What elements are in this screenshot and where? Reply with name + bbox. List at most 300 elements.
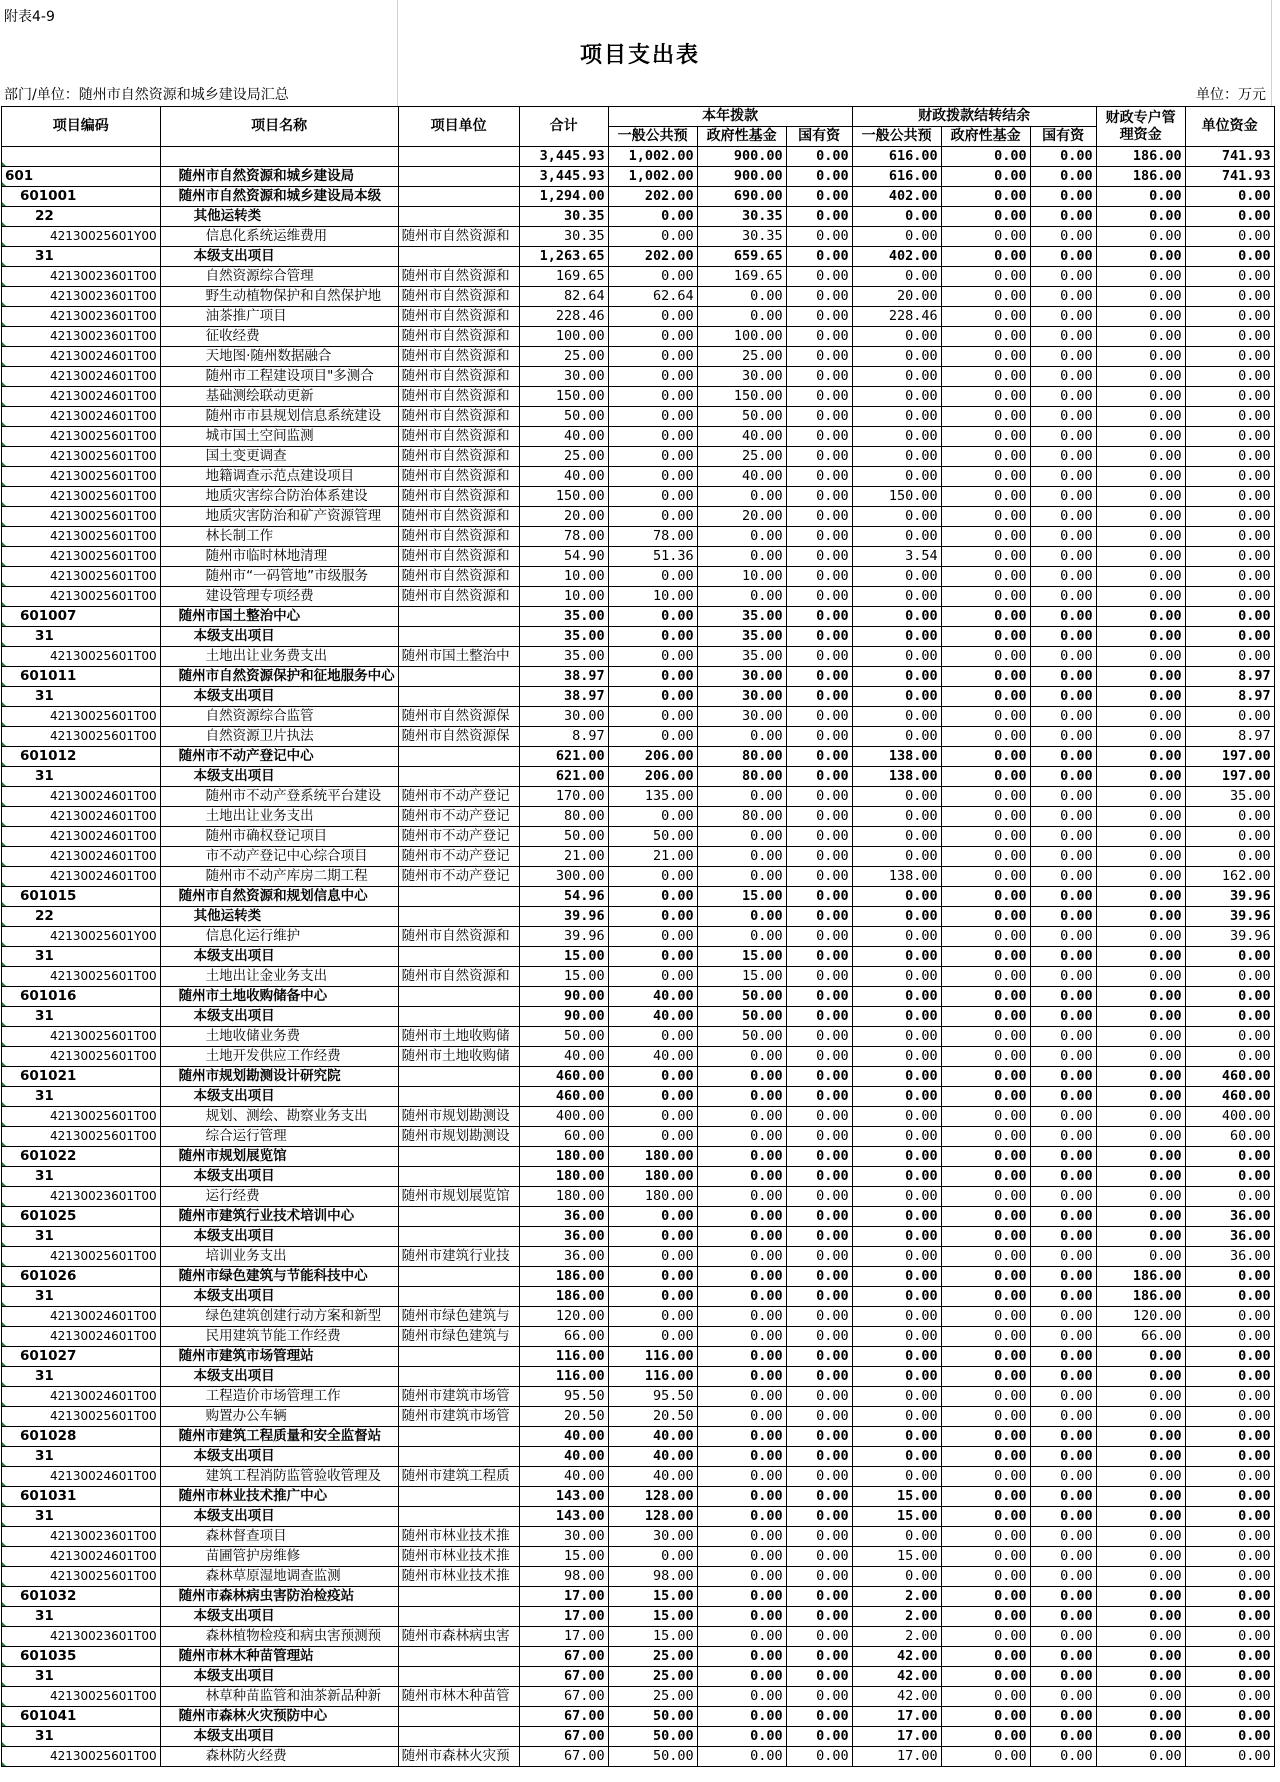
cell-amount[interactable]: 0.00 (786, 727, 852, 747)
cell-amount[interactable]: 0.00 (1030, 1687, 1096, 1707)
cell-amount[interactable]: 0.00 (941, 1527, 1030, 1547)
cell-amount[interactable]: 20.00 (697, 507, 786, 527)
cell-amount[interactable]: 0.00 (786, 307, 852, 327)
cell-amount[interactable]: 0.00 (786, 807, 852, 827)
cell-amount[interactable]: 0.00 (852, 1467, 941, 1487)
cell-amount[interactable]: 0.00 (1185, 1707, 1274, 1727)
cell-amount[interactable]: 42.00 (852, 1647, 941, 1667)
cell-project-name[interactable]: 本级支出项目 (160, 1227, 398, 1247)
cell-amount[interactable]: 0.00 (852, 927, 941, 947)
cell-amount[interactable]: 0.00 (941, 1027, 1030, 1047)
cell-amount[interactable]: 50.00 (697, 1007, 786, 1027)
cell-project-unit[interactable] (398, 1707, 519, 1727)
cell-amount[interactable]: 0.00 (1030, 1407, 1096, 1427)
cell-amount[interactable]: 0.00 (1096, 367, 1185, 387)
cell-amount[interactable]: 0.00 (786, 1047, 852, 1067)
cell-amount[interactable]: 0.00 (1185, 947, 1274, 967)
cell-amount[interactable]: 40.00 (697, 427, 786, 447)
cell-amount[interactable]: 0.00 (786, 207, 852, 227)
cell-amount[interactable]: 0.00 (1096, 927, 1185, 947)
cell-amount[interactable]: 8.97 (1185, 727, 1274, 747)
cell-amount[interactable]: 0.00 (852, 1107, 941, 1127)
cell-amount[interactable]: 0.00 (1096, 747, 1185, 767)
cell-project-unit[interactable]: 随州市不动产登记 (398, 827, 519, 847)
cell-amount[interactable]: 0.00 (852, 1527, 941, 1547)
cell-amount[interactable]: 0.00 (1096, 1027, 1185, 1047)
cell-project-unit[interactable]: 随州市自然资源和 (398, 967, 519, 987)
cell-amount[interactable]: 0.00 (941, 187, 1030, 207)
cell-amount[interactable]: 0.00 (1030, 307, 1096, 327)
cell-amount[interactable]: 0.00 (1030, 787, 1096, 807)
cell-project-code[interactable]: 42130023601T00 (2, 1187, 161, 1207)
cell-amount[interactable]: 0.00 (1096, 187, 1185, 207)
cell-amount[interactable]: 40.00 (608, 1047, 697, 1067)
cell-amount[interactable]: 0.00 (608, 927, 697, 947)
cell-amount[interactable]: 15.00 (519, 947, 608, 967)
cell-project-name[interactable]: 自然资源综合监管 (160, 707, 398, 727)
cell-project-unit[interactable]: 随州市自然资源和 (398, 567, 519, 587)
cell-amount[interactable]: 30.00 (697, 687, 786, 707)
cell-project-code[interactable]: 601011 (2, 667, 161, 687)
cell-amount[interactable]: 0.00 (608, 1087, 697, 1107)
cell-project-name[interactable]: 地质灾害防治和矿产资源管理 (160, 507, 398, 527)
cell-project-name[interactable]: 林长制工作 (160, 527, 398, 547)
cell-amount[interactable]: 0.00 (608, 967, 697, 987)
cell-project-name[interactable]: 国土变更调查 (160, 447, 398, 467)
cell-amount[interactable]: 0.00 (1096, 907, 1185, 927)
cell-amount[interactable]: 0.00 (786, 267, 852, 287)
cell-project-name[interactable]: 民用建筑节能工作经费 (160, 1327, 398, 1347)
cell-amount[interactable]: 39.96 (1185, 907, 1274, 927)
cell-amount[interactable]: 20.50 (608, 1407, 697, 1427)
cell-amount[interactable]: 0.00 (1096, 1467, 1185, 1487)
cell-amount[interactable]: 0.00 (852, 1027, 941, 1047)
cell-amount[interactable]: 0.00 (852, 847, 941, 867)
cell-amount[interactable]: 0.00 (941, 667, 1030, 687)
cell-amount[interactable]: 0.00 (1185, 1387, 1274, 1407)
cell-amount[interactable]: 0.00 (852, 1427, 941, 1447)
cell-amount[interactable]: 0.00 (786, 1667, 852, 1687)
cell-project-unit[interactable] (398, 1147, 519, 1167)
cell-amount[interactable]: 50.00 (697, 1027, 786, 1047)
cell-amount[interactable]: 0.00 (1030, 487, 1096, 507)
cell-project-name[interactable]: 随州市不动产登系统平台建设 (160, 787, 398, 807)
cell-project-unit[interactable]: 随州市自然资源和 (398, 487, 519, 507)
cell-amount[interactable]: 0.00 (1030, 1547, 1096, 1567)
cell-project-code[interactable]: 42130025601T00 (2, 427, 161, 447)
cell-project-name[interactable]: 购置办公车辆 (160, 1407, 398, 1427)
cell-amount[interactable]: 180.00 (608, 1147, 697, 1167)
cell-amount[interactable]: 0.00 (1030, 987, 1096, 1007)
cell-amount[interactable]: 0.00 (1096, 407, 1185, 427)
cell-amount[interactable]: 0.00 (786, 867, 852, 887)
cell-amount[interactable]: 0.00 (697, 1367, 786, 1387)
cell-amount[interactable]: 0.00 (1096, 1627, 1185, 1647)
cell-project-code[interactable]: 42130025601T00 (2, 967, 161, 987)
cell-amount[interactable]: 0.00 (1096, 707, 1185, 727)
cell-amount[interactable]: 0.00 (941, 1347, 1030, 1367)
cell-amount[interactable]: 0.00 (941, 227, 1030, 247)
cell-amount[interactable]: 0.00 (1096, 227, 1185, 247)
cell-amount[interactable]: 0.00 (697, 907, 786, 927)
cell-amount[interactable]: 0.00 (852, 1567, 941, 1587)
cell-amount[interactable]: 0.00 (1030, 1467, 1096, 1487)
cell-amount[interactable]: 0.00 (941, 1207, 1030, 1227)
cell-project-code[interactable]: 601001 (2, 187, 161, 207)
cell-amount[interactable]: 0.00 (1030, 1207, 1096, 1227)
cell-project-name[interactable]: 苗圃管护房维修 (160, 1547, 398, 1567)
cell-amount[interactable]: 0.00 (786, 547, 852, 567)
cell-project-code[interactable]: 42130025601T00 (2, 527, 161, 547)
cell-amount[interactable]: 0.00 (1096, 807, 1185, 827)
cell-amount[interactable]: 0.00 (1185, 987, 1274, 1007)
cell-amount[interactable]: 128.00 (608, 1487, 697, 1507)
cell-amount[interactable]: 0.00 (1030, 587, 1096, 607)
cell-amount[interactable]: 0.00 (1096, 1567, 1185, 1587)
cell-amount[interactable]: 30.00 (697, 367, 786, 387)
cell-project-name[interactable]: 随州市自然资源和城乡建设局 (160, 167, 398, 187)
cell-amount[interactable]: 0.00 (786, 687, 852, 707)
cell-amount[interactable]: 0.00 (786, 1527, 852, 1547)
cell-amount[interactable]: 67.00 (519, 1707, 608, 1727)
cell-amount[interactable]: 0.00 (1185, 1727, 1274, 1747)
cell-amount[interactable]: 0.00 (941, 927, 1030, 947)
cell-amount[interactable]: 0.00 (1096, 847, 1185, 867)
cell-amount[interactable]: 35.00 (519, 647, 608, 667)
cell-amount[interactable]: 0.00 (852, 567, 941, 587)
cell-amount[interactable]: 0.00 (608, 947, 697, 967)
cell-project-code[interactable]: 601041 (2, 1707, 161, 1727)
cell-amount[interactable]: 60.00 (1185, 1127, 1274, 1147)
cell-amount[interactable]: 0.00 (941, 247, 1030, 267)
cell-project-code[interactable]: 601 (2, 167, 161, 187)
cell-amount[interactable]: 0.00 (786, 1387, 852, 1407)
cell-amount[interactable]: 0.00 (1096, 1107, 1185, 1127)
cell-amount[interactable]: 0.00 (852, 1127, 941, 1147)
cell-amount[interactable]: 0.00 (697, 1467, 786, 1487)
cell-amount[interactable]: 0.00 (941, 1547, 1030, 1567)
cell-amount[interactable]: 80.00 (697, 807, 786, 827)
cell-amount[interactable]: 616.00 (852, 147, 941, 167)
cell-amount[interactable]: 0.00 (1030, 1187, 1096, 1207)
cell-amount[interactable]: 0.00 (786, 487, 852, 507)
cell-amount[interactable]: 10.00 (519, 567, 608, 587)
cell-amount[interactable]: 0.00 (786, 247, 852, 267)
cell-amount[interactable]: 0.00 (852, 1227, 941, 1247)
cell-amount[interactable]: 0.00 (608, 687, 697, 707)
cell-amount[interactable]: 80.00 (519, 807, 608, 827)
cell-amount[interactable]: 0.00 (852, 1007, 941, 1027)
cell-project-name[interactable]: 本级支出项目 (160, 1607, 398, 1627)
cell-project-name[interactable]: 随州市工程建设项目"多测合 (160, 367, 398, 387)
cell-amount[interactable]: 0.00 (786, 667, 852, 687)
cell-project-code[interactable]: 601035 (2, 1647, 161, 1667)
cell-amount[interactable]: 186.00 (1096, 1267, 1185, 1287)
cell-amount[interactable]: 0.00 (786, 387, 852, 407)
cell-amount[interactable]: 3,445.93 (519, 167, 608, 187)
cell-amount[interactable]: 116.00 (608, 1367, 697, 1387)
cell-project-code[interactable]: 31 (2, 1727, 161, 1747)
cell-amount[interactable]: 0.00 (1185, 1007, 1274, 1027)
cell-amount[interactable]: 180.00 (519, 1187, 608, 1207)
cell-amount[interactable]: 0.00 (852, 1087, 941, 1107)
cell-amount[interactable]: 186.00 (1096, 1287, 1185, 1307)
cell-amount[interactable]: 0.00 (1030, 867, 1096, 887)
cell-amount[interactable]: 0.00 (786, 1207, 852, 1227)
cell-amount[interactable]: 0.00 (1096, 1487, 1185, 1507)
cell-amount[interactable]: 0.00 (786, 1707, 852, 1727)
cell-amount[interactable]: 50.00 (608, 1707, 697, 1727)
cell-amount[interactable]: 0.00 (852, 1407, 941, 1427)
cell-project-code[interactable]: 42130024601T00 (2, 867, 161, 887)
cell-amount[interactable]: 0.00 (1030, 747, 1096, 767)
cell-amount[interactable]: 0.00 (608, 1327, 697, 1347)
cell-amount[interactable]: 0.00 (697, 1267, 786, 1287)
cell-amount[interactable]: 0.00 (786, 587, 852, 607)
cell-amount[interactable]: 30.00 (608, 1527, 697, 1547)
cell-amount[interactable]: 8.97 (1185, 667, 1274, 687)
cell-amount[interactable]: 0.00 (852, 1387, 941, 1407)
cell-amount[interactable]: 25.00 (519, 447, 608, 467)
cell-amount[interactable]: 0.00 (852, 1167, 941, 1187)
cell-amount[interactable]: 0.00 (941, 1627, 1030, 1647)
cell-amount[interactable]: 0.00 (1185, 1307, 1274, 1327)
cell-amount[interactable]: 0.00 (608, 267, 697, 287)
cell-project-code[interactable]: 42130025601T00 (2, 467, 161, 487)
cell-amount[interactable]: 0.00 (941, 1047, 1030, 1067)
cell-amount[interactable]: 60.00 (519, 1127, 608, 1147)
cell-project-unit[interactable]: 随州市自然资源和 (398, 447, 519, 467)
cell-amount[interactable]: 21.00 (519, 847, 608, 867)
cell-amount[interactable]: 0.00 (786, 1687, 852, 1707)
cell-amount[interactable]: 0.00 (941, 467, 1030, 487)
cell-amount[interactable]: 0.00 (941, 387, 1030, 407)
cell-project-unit[interactable]: 随州市自然资源和 (398, 227, 519, 247)
cell-amount[interactable]: 0.00 (697, 1707, 786, 1727)
cell-amount[interactable]: 0.00 (1030, 327, 1096, 347)
cell-project-code[interactable] (2, 147, 161, 167)
cell-amount[interactable]: 0.00 (1030, 247, 1096, 267)
cell-amount[interactable]: 30.00 (519, 1527, 608, 1547)
cell-amount[interactable]: 0.00 (786, 1587, 852, 1607)
cell-amount[interactable]: 39.96 (519, 927, 608, 947)
cell-amount[interactable]: 0.00 (941, 1147, 1030, 1167)
cell-amount[interactable]: 40.00 (519, 467, 608, 487)
cell-amount[interactable]: 38.97 (519, 687, 608, 707)
cell-amount[interactable]: 186.00 (1096, 167, 1185, 187)
cell-amount[interactable]: 39.96 (1185, 887, 1274, 907)
cell-project-code[interactable]: 601015 (2, 887, 161, 907)
cell-amount[interactable]: 0.00 (1096, 327, 1185, 347)
cell-project-code[interactable]: 42130025601T00 (2, 1247, 161, 1267)
cell-amount[interactable]: 0.00 (697, 1527, 786, 1547)
cell-amount[interactable]: 0.00 (852, 687, 941, 707)
cell-amount[interactable]: 0.00 (1096, 1227, 1185, 1247)
cell-amount[interactable]: 0.00 (697, 1647, 786, 1667)
cell-amount[interactable]: 0.00 (608, 227, 697, 247)
cell-amount[interactable]: 690.00 (697, 187, 786, 207)
cell-amount[interactable]: 0.00 (697, 867, 786, 887)
cell-amount[interactable]: 0.00 (786, 747, 852, 767)
cell-project-code[interactable]: 42130025601T00 (2, 1047, 161, 1067)
cell-amount[interactable]: 0.00 (1030, 347, 1096, 367)
cell-amount[interactable]: 50.00 (608, 1727, 697, 1747)
cell-amount[interactable]: 0.00 (852, 1207, 941, 1227)
cell-amount[interactable]: 0.00 (941, 1647, 1030, 1667)
cell-amount[interactable]: 202.00 (608, 187, 697, 207)
cell-project-name[interactable]: 其他运转类 (160, 907, 398, 927)
cell-amount[interactable]: 0.00 (941, 827, 1030, 847)
cell-amount[interactable]: 30.00 (519, 367, 608, 387)
cell-amount[interactable]: 0.00 (1185, 1547, 1274, 1567)
cell-amount[interactable]: 0.00 (852, 967, 941, 987)
cell-amount[interactable]: 0.00 (786, 1027, 852, 1047)
cell-amount[interactable]: 0.00 (1185, 1427, 1274, 1447)
cell-amount[interactable]: 0.00 (1096, 1047, 1185, 1067)
cell-amount[interactable]: 0.00 (1096, 727, 1185, 747)
cell-project-code[interactable]: 42130024601T00 (2, 407, 161, 427)
cell-amount[interactable]: 3.54 (852, 547, 941, 567)
cell-amount[interactable]: 0.00 (608, 727, 697, 747)
cell-amount[interactable]: 0.00 (941, 167, 1030, 187)
cell-amount[interactable]: 0.00 (786, 1507, 852, 1527)
cell-amount[interactable]: 180.00 (519, 1147, 608, 1167)
cell-project-unit[interactable]: 随州市土地收购储 (398, 1047, 519, 1067)
cell-amount[interactable]: 15.00 (697, 947, 786, 967)
cell-amount[interactable]: 0.00 (1030, 707, 1096, 727)
cell-amount[interactable]: 0.00 (1096, 1067, 1185, 1087)
cell-amount[interactable]: 0.00 (1030, 1387, 1096, 1407)
cell-amount[interactable]: 0.00 (786, 1627, 852, 1647)
cell-project-unit[interactable] (398, 1647, 519, 1667)
cell-project-unit[interactable] (398, 1667, 519, 1687)
cell-amount[interactable]: 0.00 (941, 547, 1030, 567)
cell-amount[interactable]: 0.00 (786, 467, 852, 487)
cell-project-code[interactable]: 31 (2, 1167, 161, 1187)
cell-amount[interactable]: 0.00 (697, 587, 786, 607)
cell-amount[interactable]: 39.96 (1185, 927, 1274, 947)
cell-amount[interactable]: 150.00 (852, 487, 941, 507)
cell-amount[interactable]: 0.00 (697, 787, 786, 807)
cell-amount[interactable]: 150.00 (697, 387, 786, 407)
cell-amount[interactable]: 38.97 (519, 667, 608, 687)
cell-project-name[interactable]: 运行经费 (160, 1187, 398, 1207)
cell-project-name[interactable]: 森林督查项目 (160, 1527, 398, 1547)
cell-amount[interactable]: 0.00 (1030, 567, 1096, 587)
cell-project-name[interactable]: 随州市临时林地清理 (160, 547, 398, 567)
cell-amount[interactable]: 0.00 (1185, 527, 1274, 547)
cell-amount[interactable]: 0.00 (697, 1747, 786, 1767)
cell-project-unit[interactable]: 随州市自然资源和 (398, 547, 519, 567)
cell-amount[interactable]: 0.00 (608, 567, 697, 587)
cell-project-name[interactable]: 本级支出项目 (160, 767, 398, 787)
cell-amount[interactable]: 0.00 (1096, 1667, 1185, 1687)
cell-amount[interactable]: 0.00 (1185, 1467, 1274, 1487)
cell-amount[interactable]: 0.00 (1030, 187, 1096, 207)
cell-amount[interactable]: 180.00 (608, 1167, 697, 1187)
cell-project-name[interactable]: 培训业务支出 (160, 1247, 398, 1267)
cell-project-unit[interactable] (398, 1607, 519, 1627)
cell-amount[interactable]: 0.00 (941, 1467, 1030, 1487)
cell-amount[interactable]: 25.00 (697, 447, 786, 467)
cell-amount[interactable]: 0.00 (1185, 1167, 1274, 1187)
cell-amount[interactable]: 0.00 (1030, 207, 1096, 227)
cell-amount[interactable]: 0.00 (1030, 467, 1096, 487)
cell-amount[interactable]: 0.00 (1096, 827, 1185, 847)
cell-amount[interactable]: 66.00 (1096, 1327, 1185, 1347)
cell-amount[interactable]: 0.00 (1096, 1247, 1185, 1267)
cell-amount[interactable]: 0.00 (1096, 247, 1185, 267)
cell-amount[interactable]: 0.00 (941, 967, 1030, 987)
cell-amount[interactable]: 2.00 (852, 1627, 941, 1647)
cell-amount[interactable]: 0.00 (697, 1507, 786, 1527)
cell-amount[interactable]: 90.00 (519, 1007, 608, 1027)
cell-project-code[interactable]: 42130024601T00 (2, 787, 161, 807)
cell-project-code[interactable]: 42130025601T00 (2, 567, 161, 587)
cell-amount[interactable]: 0.00 (786, 987, 852, 1007)
cell-amount[interactable]: 0.00 (941, 147, 1030, 167)
cell-project-code[interactable]: 42130023601T00 (2, 287, 161, 307)
cell-amount[interactable]: 162.00 (1185, 867, 1274, 887)
cell-amount[interactable]: 300.00 (519, 867, 608, 887)
cell-amount[interactable]: 0.00 (1185, 347, 1274, 367)
cell-amount[interactable]: 0.00 (1030, 647, 1096, 667)
cell-amount[interactable]: 202.00 (608, 247, 697, 267)
cell-amount[interactable]: 0.00 (786, 1487, 852, 1507)
cell-amount[interactable]: 0.00 (786, 507, 852, 527)
cell-amount[interactable]: 0.00 (1030, 1307, 1096, 1327)
header-code[interactable]: 项目编码 (2, 107, 161, 147)
cell-amount[interactable]: 0.00 (786, 1747, 852, 1767)
cell-project-code[interactable]: 22 (2, 907, 161, 927)
cell-amount[interactable]: 116.00 (519, 1347, 608, 1367)
cell-amount[interactable]: 0.00 (1185, 367, 1274, 387)
cell-amount[interactable]: 15.00 (852, 1507, 941, 1527)
cell-amount[interactable]: 40.00 (608, 1007, 697, 1027)
cell-amount[interactable]: 0.00 (1030, 267, 1096, 287)
cell-project-code[interactable]: 601025 (2, 1207, 161, 1227)
cell-amount[interactable]: 0.00 (1096, 1707, 1185, 1727)
cell-amount[interactable]: 0.00 (852, 1047, 941, 1067)
cell-amount[interactable]: 0.00 (1185, 1487, 1274, 1507)
cell-amount[interactable]: 138.00 (852, 767, 941, 787)
header-group-carry[interactable]: 财政拨款结转结余 (852, 107, 1096, 127)
cell-amount[interactable]: 0.00 (852, 347, 941, 367)
cell-amount[interactable]: 0.00 (1185, 1187, 1274, 1207)
cell-amount[interactable]: 0.00 (941, 947, 1030, 967)
cell-amount[interactable]: 0.00 (852, 1447, 941, 1467)
cell-project-unit[interactable]: 随州市不动产登记 (398, 867, 519, 887)
header-group-current[interactable]: 本年拨款 (608, 107, 852, 127)
cell-amount[interactable]: 0.00 (852, 667, 941, 687)
cell-amount[interactable]: 0.00 (1096, 1407, 1185, 1427)
cell-amount[interactable]: 0.00 (941, 487, 1030, 507)
cell-amount[interactable]: 0.00 (852, 427, 941, 447)
cell-project-unit[interactable]: 随州市自然资源和 (398, 367, 519, 387)
cell-project-code[interactable]: 42130023601T00 (2, 1527, 161, 1547)
cell-project-code[interactable]: 42130024601T00 (2, 1547, 161, 1567)
cell-amount[interactable]: 197.00 (1185, 747, 1274, 767)
cell-amount[interactable]: 36.00 (1185, 1227, 1274, 1247)
cell-amount[interactable]: 186.00 (519, 1287, 608, 1307)
cell-amount[interactable]: 0.00 (1030, 1087, 1096, 1107)
cell-amount[interactable]: 1,294.00 (519, 187, 608, 207)
cell-amount[interactable]: 0.00 (1185, 1647, 1274, 1667)
cell-project-code[interactable]: 31 (2, 767, 161, 787)
cell-amount[interactable]: 0.00 (1096, 207, 1185, 227)
cell-amount[interactable]: 0.00 (941, 687, 1030, 707)
cell-amount[interactable]: 116.00 (519, 1367, 608, 1387)
